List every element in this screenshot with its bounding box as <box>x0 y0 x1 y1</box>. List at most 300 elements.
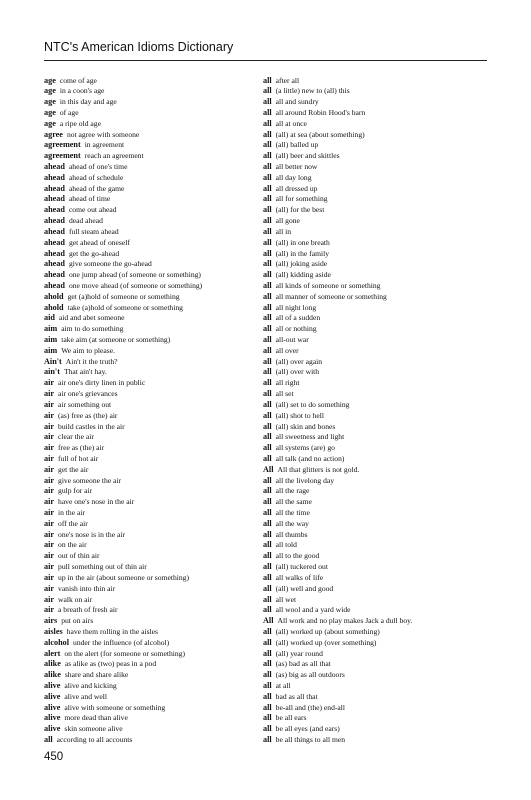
index-entry <box>44 346 254 357</box>
index-entry <box>44 692 254 703</box>
entry-keyword: air <box>44 421 55 431</box>
entry-keyword: all <box>263 162 272 171</box>
entry-phrase: off the air <box>58 518 88 528</box>
index-entry <box>44 238 254 249</box>
entry-keyword: all <box>263 378 272 388</box>
index-entry <box>263 540 489 551</box>
entry-keyword: ahead <box>44 248 65 258</box>
entry-keyword: all <box>263 75 272 85</box>
entry-keyword: air <box>44 486 55 496</box>
index-entry <box>263 692 489 703</box>
entry-keyword: air <box>44 410 55 420</box>
index-entry <box>263 97 489 108</box>
index-entry <box>263 422 489 433</box>
entry-keyword: all <box>263 713 272 723</box>
index-entry <box>44 422 254 433</box>
index-entry <box>263 703 489 714</box>
index-entry <box>263 346 489 357</box>
entry-phrase: build castles in the air <box>58 421 125 431</box>
entry-keyword: ahead <box>44 226 65 236</box>
entry-phrase: on the air <box>58 540 87 550</box>
entry-keyword: all <box>263 345 272 355</box>
index-entry <box>263 659 489 670</box>
index-entry <box>44 335 254 346</box>
entry-phrase: (as) bad as all that <box>275 659 331 669</box>
index-entry <box>263 595 489 606</box>
index-entry <box>44 367 254 378</box>
index-entry <box>263 530 489 541</box>
entry-phrase: all the rage <box>275 486 310 496</box>
entry-phrase: That ain't hay. <box>63 367 107 377</box>
entry-phrase: on the alert (for someone or something) <box>64 648 185 658</box>
index-entry <box>263 108 489 119</box>
index-entry <box>263 173 489 184</box>
entry-phrase: We aim to please. <box>61 345 115 355</box>
index-entry <box>263 227 489 238</box>
index-entry <box>263 735 489 746</box>
entry-phrase: all the same <box>275 497 312 507</box>
index-entry <box>263 649 489 660</box>
index-entry <box>263 616 489 627</box>
entry-phrase: be all ears <box>275 713 307 723</box>
entry-phrase: all for something <box>275 194 328 204</box>
entry-phrase: Ain't it the truth? <box>65 356 118 366</box>
entry-keyword: all <box>263 432 272 442</box>
entry-keyword: air <box>44 389 55 399</box>
index-entry <box>44 324 254 335</box>
entry-phrase: (all) over again <box>275 356 323 366</box>
entry-phrase: all the time <box>275 508 310 517</box>
entry-keyword: age <box>44 86 56 96</box>
entry-phrase: all the way <box>275 518 309 528</box>
index-entry <box>263 454 489 465</box>
index-entry <box>263 681 489 692</box>
entry-phrase: up in the air (about someone or something) <box>58 572 189 582</box>
entry-keyword: all <box>263 562 272 572</box>
entry-keyword: all <box>263 681 272 690</box>
entry-keyword: all <box>263 486 272 496</box>
index-entry <box>44 573 254 584</box>
entry-phrase: (all) in one breath <box>275 237 330 247</box>
entry-keyword: all <box>263 172 272 182</box>
index-entry <box>263 303 489 314</box>
entry-phrase: take aim (at someone or something) <box>61 335 171 344</box>
index-entry <box>44 530 254 541</box>
entry-phrase: alive and kicking <box>64 681 117 690</box>
entry-keyword: all <box>263 216 272 226</box>
index-entry <box>263 627 489 638</box>
entry-keyword: ahead <box>44 194 65 204</box>
entry-phrase: free as (the) air <box>58 443 105 453</box>
index-entry <box>263 497 489 508</box>
index-entry <box>44 519 254 530</box>
entry-phrase: dead ahead <box>68 216 103 226</box>
entry-keyword: air <box>44 453 55 463</box>
entry-phrase: (all) set to do something <box>275 399 350 409</box>
entry-phrase: (all) worked up (over something) <box>275 637 377 647</box>
entry-phrase: be all eyes (and ears) <box>275 724 340 734</box>
entry-keyword: all <box>263 518 272 528</box>
index-entry <box>44 724 254 735</box>
entry-phrase: take (a)hold of someone or something <box>67 302 183 312</box>
entry-phrase: air one's grievances <box>58 389 118 399</box>
index-entry <box>263 584 489 595</box>
entry-keyword: air <box>44 497 55 507</box>
entry-phrase: clear the air <box>58 432 94 442</box>
index-entry <box>44 119 254 130</box>
entry-phrase: one's nose is in the air <box>58 529 125 539</box>
entry-keyword: all <box>263 248 272 258</box>
entry-phrase: all right <box>275 378 300 388</box>
index-entry <box>44 227 254 238</box>
index-entry <box>44 584 254 595</box>
entry-keyword: agree <box>44 129 63 139</box>
entry-phrase: get the go-ahead <box>68 248 120 258</box>
entry-phrase: alive and well <box>64 691 107 701</box>
entry-phrase: one move ahead (of someone or something) <box>68 280 203 290</box>
entry-keyword: all <box>263 540 272 550</box>
entry-phrase: all gone <box>275 216 300 226</box>
index-entry <box>44 551 254 562</box>
index-entry <box>263 357 489 368</box>
index-entry <box>44 562 254 573</box>
index-column-right <box>263 76 489 746</box>
entry-keyword: all <box>263 107 272 117</box>
entry-phrase: bad as all that <box>275 691 318 701</box>
index-entry <box>263 184 489 195</box>
index-entry <box>44 616 254 627</box>
entry-phrase: (all) beer and skittles <box>275 151 340 161</box>
entry-phrase: (all) balled up <box>275 140 319 150</box>
index-entry <box>44 703 254 714</box>
entry-keyword: ahold <box>44 302 64 312</box>
entry-phrase: all set <box>275 389 294 399</box>
entry-keyword: alive <box>44 691 61 701</box>
entry-phrase: All that glitters is not gold. <box>277 464 360 474</box>
index-entry <box>44 465 254 476</box>
entry-phrase: all the livelong day <box>275 475 335 485</box>
entry-keyword: all <box>44 735 53 745</box>
index-entry <box>263 670 489 681</box>
entry-keyword: all <box>263 735 272 745</box>
entry-keyword: all <box>263 97 272 107</box>
entry-phrase: full steam ahead <box>68 226 119 236</box>
entry-phrase: all over <box>275 345 299 355</box>
entry-keyword: all <box>263 691 272 701</box>
entry-keyword: alive <box>44 681 61 690</box>
entry-phrase: (all) kidding aside <box>275 270 331 280</box>
entry-keyword: alive <box>44 724 61 734</box>
index-entry <box>263 465 489 476</box>
entry-keyword: all <box>263 443 272 453</box>
entry-phrase: in this day and age <box>59 97 117 107</box>
index-entry <box>44 605 254 616</box>
entry-phrase: have one's nose in the air <box>58 497 135 507</box>
index-entry <box>263 292 489 303</box>
entry-keyword: all <box>263 724 272 734</box>
entry-phrase: all walks of life <box>275 572 324 582</box>
entry-keyword: air <box>44 551 55 561</box>
index-entry <box>263 324 489 335</box>
index-entry <box>263 378 489 389</box>
index-entry <box>263 476 489 487</box>
entry-keyword: alive <box>44 702 61 712</box>
entry-phrase: all and sundry <box>275 97 319 107</box>
entry-phrase: come of age <box>59 75 97 85</box>
entry-keyword: ahold <box>44 291 64 301</box>
entry-phrase: (as) free as (the) air <box>58 410 118 420</box>
index-entry <box>44 140 254 151</box>
entry-keyword: all <box>263 475 272 485</box>
entry-phrase: in the air <box>58 508 86 517</box>
entry-keyword: air <box>44 508 55 517</box>
entry-keyword: all <box>263 291 272 301</box>
page-number: 450 <box>44 751 64 763</box>
index-entry <box>44 659 254 670</box>
entry-phrase: alive with someone or something <box>64 702 166 712</box>
entry-keyword: aim <box>44 345 58 355</box>
index-entry <box>263 443 489 454</box>
index-entry <box>44 205 254 216</box>
entry-phrase: get (a)hold of someone or something <box>67 291 180 301</box>
entry-phrase: (all) well and good <box>275 583 334 593</box>
entry-phrase: in a coon's age <box>59 86 105 96</box>
entry-phrase: all systems (are) go <box>275 443 335 453</box>
index-entry <box>44 270 254 281</box>
entry-phrase: get ahead of oneself <box>68 237 130 247</box>
entry-keyword: all <box>263 605 272 615</box>
entry-keyword: all <box>263 453 272 463</box>
entry-keyword: air <box>44 540 55 550</box>
entry-keyword: alike <box>44 670 61 680</box>
entry-keyword: all <box>263 367 272 377</box>
entry-keyword: agreement <box>44 140 81 150</box>
entry-keyword: air <box>44 399 55 409</box>
entry-keyword: air <box>44 583 55 593</box>
entry-keyword: age <box>44 75 56 85</box>
index-entry <box>44 670 254 681</box>
entry-keyword: ahead <box>44 259 65 269</box>
entry-phrase: all better now <box>275 162 318 171</box>
entry-phrase: all night long <box>275 302 317 312</box>
entry-phrase: all sweetness and light <box>275 432 345 442</box>
entry-phrase: (all) year round <box>275 648 323 658</box>
entry-keyword: all <box>263 237 272 247</box>
entry-keyword: all <box>263 183 272 193</box>
entry-phrase: at all <box>275 681 291 690</box>
index-entry <box>263 162 489 173</box>
index-entry <box>263 194 489 205</box>
entry-phrase: (all) joking aside <box>275 259 328 269</box>
index-entry <box>263 270 489 281</box>
entry-keyword: all <box>263 259 272 269</box>
entry-keyword: age <box>44 118 56 128</box>
entry-phrase: all or nothing <box>275 324 317 334</box>
index-entry <box>263 281 489 292</box>
entry-phrase: be all things to all men <box>275 735 346 745</box>
entry-phrase: come out ahead <box>68 205 117 215</box>
index-entry <box>44 508 254 519</box>
entry-phrase: all in <box>275 226 292 236</box>
index-entry <box>44 86 254 97</box>
entry-keyword: all <box>263 205 272 215</box>
index-entry <box>263 486 489 497</box>
index-entry <box>44 173 254 184</box>
entry-keyword: air <box>44 518 55 528</box>
index-entry <box>263 605 489 616</box>
entry-phrase: have them rolling in the aisles <box>66 626 158 636</box>
entry-phrase: skin someone alive <box>64 724 123 734</box>
entry-phrase: ahead of schedule <box>68 172 124 182</box>
entry-keyword: ain't <box>44 367 60 377</box>
entry-phrase: all around Robin Hood's barn <box>275 107 366 117</box>
index-entry <box>44 108 254 119</box>
index-entry <box>263 508 489 519</box>
entry-phrase: all wool and a yard wide <box>275 605 351 615</box>
index-entry <box>44 292 254 303</box>
entry-phrase: as alike as (two) peas in a pod <box>64 659 157 669</box>
entry-keyword: ahead <box>44 270 65 280</box>
entry-phrase: (all) skin and bones <box>275 421 336 431</box>
entry-keyword: all <box>263 410 272 420</box>
entry-phrase: according to all accounts <box>56 735 133 745</box>
entry-keyword: all <box>263 497 272 507</box>
entry-phrase: (all) at sea (about something) <box>275 129 365 139</box>
index-entry <box>263 519 489 530</box>
index-entry <box>44 184 254 195</box>
entry-keyword: ahead <box>44 172 65 182</box>
index-entry <box>263 205 489 216</box>
index-entry <box>44 357 254 368</box>
entry-keyword: air <box>44 464 55 474</box>
index-entry <box>44 378 254 389</box>
index-entry <box>263 713 489 724</box>
running-header: NTC's American Idioms Dictionary <box>44 40 234 54</box>
index-entry <box>44 681 254 692</box>
entry-keyword: air <box>44 605 55 615</box>
entry-phrase: ahead of time <box>68 194 111 204</box>
index-entry <box>44 249 254 260</box>
index-entry <box>263 562 489 573</box>
entry-phrase: more dead than alive <box>64 713 128 723</box>
entry-keyword: ahead <box>44 183 65 193</box>
index-entry <box>263 238 489 249</box>
entry-keyword: ahead <box>44 205 65 215</box>
index-entry <box>44 443 254 454</box>
entry-phrase: walk on air <box>58 594 93 604</box>
entry-phrase: share and share alike <box>64 670 129 680</box>
entry-phrase: air one's dirty linen in public <box>58 378 146 388</box>
entry-keyword: aisles <box>44 626 63 636</box>
entry-phrase: a ripe old age <box>59 118 101 128</box>
index-entry <box>44 486 254 497</box>
entry-phrase: after all <box>275 75 300 85</box>
entry-keyword: all <box>263 659 272 669</box>
entry-keyword: ahead <box>44 237 65 247</box>
index-entry <box>44 713 254 724</box>
entry-phrase: out of thin air <box>58 551 100 561</box>
entry-phrase: (as) big as all outdoors <box>275 670 345 680</box>
index-entry <box>44 497 254 508</box>
entry-keyword: all <box>263 226 272 236</box>
index-entry <box>263 411 489 422</box>
index-entry <box>263 335 489 346</box>
index-entry <box>44 130 254 141</box>
entry-phrase: give someone the air <box>58 475 122 485</box>
entry-phrase: aid and abet someone <box>58 313 125 323</box>
index-entry <box>44 303 254 314</box>
entry-keyword: aid <box>44 313 55 323</box>
index-entry <box>263 259 489 270</box>
entry-keyword: all <box>263 399 272 409</box>
index-entry <box>44 281 254 292</box>
entry-phrase: vanish into thin air <box>58 583 116 593</box>
entry-phrase: all wet <box>275 594 297 604</box>
index-entry <box>44 649 254 660</box>
entry-keyword: all <box>263 280 272 290</box>
entry-keyword: alive <box>44 713 61 723</box>
entry-phrase: all dressed up <box>275 183 318 193</box>
entry-keyword: air <box>44 572 55 582</box>
entry-phrase: All work and no play makes Jack a dull boy. <box>277 616 413 626</box>
entry-phrase: ahead of one's time <box>68 162 128 171</box>
header-rule <box>44 60 487 61</box>
index-entry <box>44 389 254 400</box>
index-entry <box>44 151 254 162</box>
entry-keyword: all <box>263 86 272 96</box>
entry-keyword: all <box>263 626 272 636</box>
entry-phrase: all-out war <box>275 335 309 344</box>
index-entry <box>263 389 489 400</box>
entry-phrase: gulp for air <box>58 486 93 496</box>
entry-phrase: put on airs <box>61 616 94 626</box>
entry-phrase: all at once <box>275 118 307 128</box>
index-entry <box>44 162 254 173</box>
entry-keyword: all <box>263 583 272 593</box>
entry-keyword: ahead <box>44 216 65 226</box>
index-entry <box>44 97 254 108</box>
entry-phrase: all told <box>275 540 297 550</box>
entry-keyword: all <box>263 270 272 280</box>
entry-keyword: all <box>263 389 272 399</box>
entry-keyword: age <box>44 107 56 117</box>
entry-keyword: all <box>263 194 272 204</box>
entry-keyword: air <box>44 562 55 572</box>
entry-phrase: pull something out of thin air <box>58 562 147 572</box>
entry-keyword: all <box>263 151 272 161</box>
index-column-left <box>44 76 254 746</box>
entry-keyword: all <box>263 118 272 128</box>
entry-keyword: all <box>263 648 272 658</box>
index-entry <box>44 400 254 411</box>
entry-phrase: in agreement <box>84 140 125 150</box>
entry-phrase: a breath of fresh air <box>58 605 118 615</box>
entry-keyword: all <box>263 421 272 431</box>
index-entry <box>263 216 489 227</box>
index-entry <box>44 638 254 649</box>
index-entry <box>44 313 254 324</box>
index-entry <box>44 476 254 487</box>
index-entry <box>263 724 489 735</box>
entry-keyword: agreement <box>44 151 81 161</box>
entry-keyword: alike <box>44 659 61 669</box>
index-entry <box>263 130 489 141</box>
entry-phrase: be-all and (the) end-all <box>275 702 346 712</box>
entry-phrase: all of a sudden <box>275 313 321 323</box>
entry-phrase: all manner of someone or something <box>275 291 387 301</box>
entry-keyword: all <box>263 572 272 582</box>
entry-phrase: ahead of the game <box>68 183 125 193</box>
